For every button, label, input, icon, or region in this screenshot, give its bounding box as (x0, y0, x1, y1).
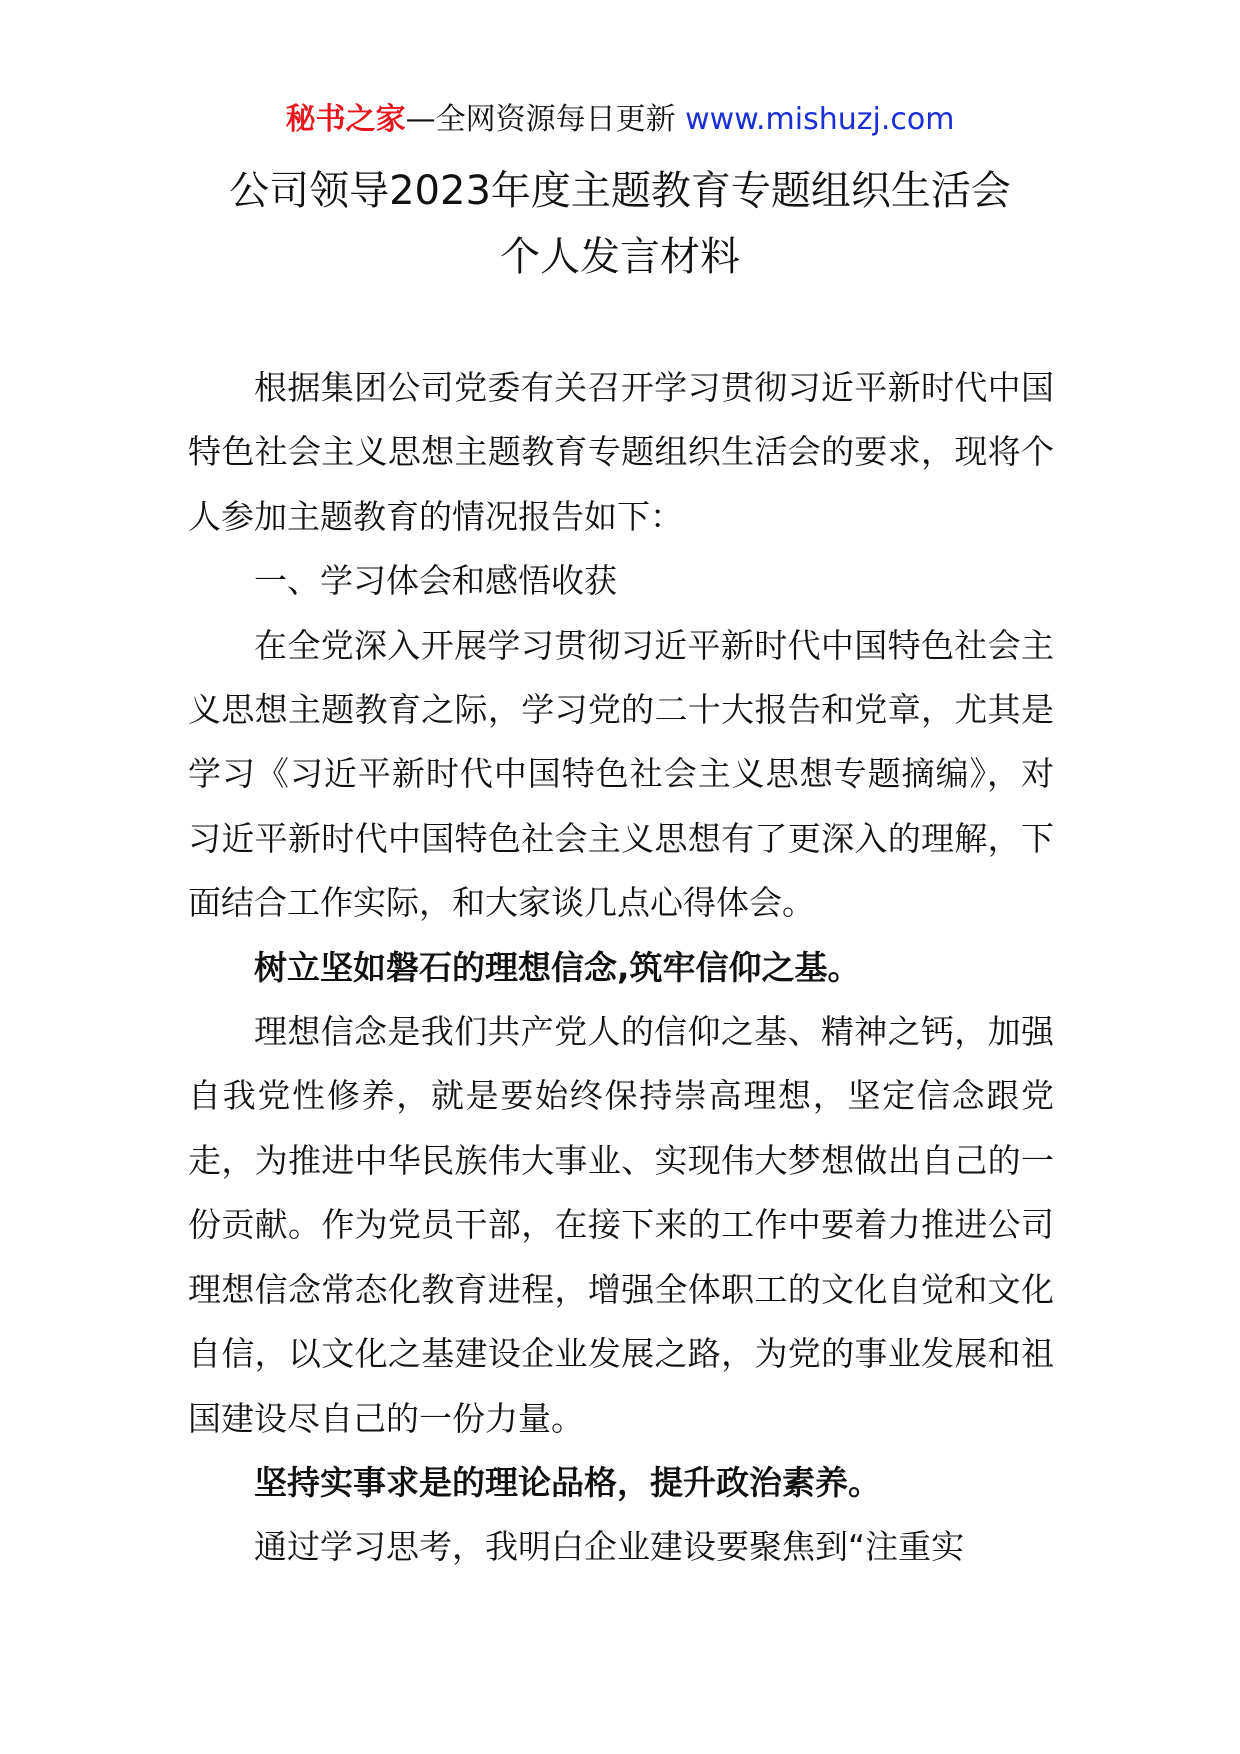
paragraph-intro: 根据集团公司党委有关召开学习贯彻习近平新时代中国特色社会主义思想主题教育专题组织生活会的要求，现将个人参加主题教育的情况报告如下： (188, 368, 1054, 536)
paragraph-pragmatism: 通过学习思考，我明白企业建设要聚焦到“注重实 (254, 1527, 965, 1567)
paragraph-learning: 在全党深入开展学习贯彻习近平新时代中国特色社会主义思想主题教育之际，学习党的二十大报告和党章，尤其是学习《习近平新时代中国特色社会主义思想专题摘编》，对习近平新时代中国特色社会主义思想有了更深入的理解，下面结合工作实际，和大家谈几点心得体会。 (188, 625, 1054, 923)
paragraph-ideals: 理想信念是我们共产党人的信仰之基、精神之钙，加强自我党性修养，就是要始终保持崇高理想，坚定信念跟党走，为推进中华民族伟大事业、实现伟大梦想做出自己的一份贡献。作为党员干部，在接下来的工作中要着力推进公司理想信念常态化教育进程，增强全体职工的文化自觉和文化自信，以文化之基建设企业发展之路，为党的事业发展和祖国建设尽自己的一份力量。 (188, 1012, 1054, 1438)
site-url[interactable]: www.mishuzj.com (685, 102, 955, 137)
document-body (188, 356, 1054, 1580)
section-heading-1: 一、学习体会和感悟收获 (254, 561, 617, 601)
brand-name: 秘书之家 (285, 102, 406, 137)
subheading-ideals: 树立坚如磐石的理想信念,筑牢信仰之基。 (254, 947, 861, 987)
site-slogan: —全网资源每日更新 (405, 102, 686, 137)
document-title-line-2: 个人发言材料 (500, 234, 740, 280)
subheading-pragmatism: 坚持实事求是的理论品格，提升政治素养。 (254, 1462, 881, 1502)
document-title-line-1: 公司领导2023年度主题教育专题组织生活会 (229, 168, 1011, 214)
site-header (0, 100, 1240, 140)
